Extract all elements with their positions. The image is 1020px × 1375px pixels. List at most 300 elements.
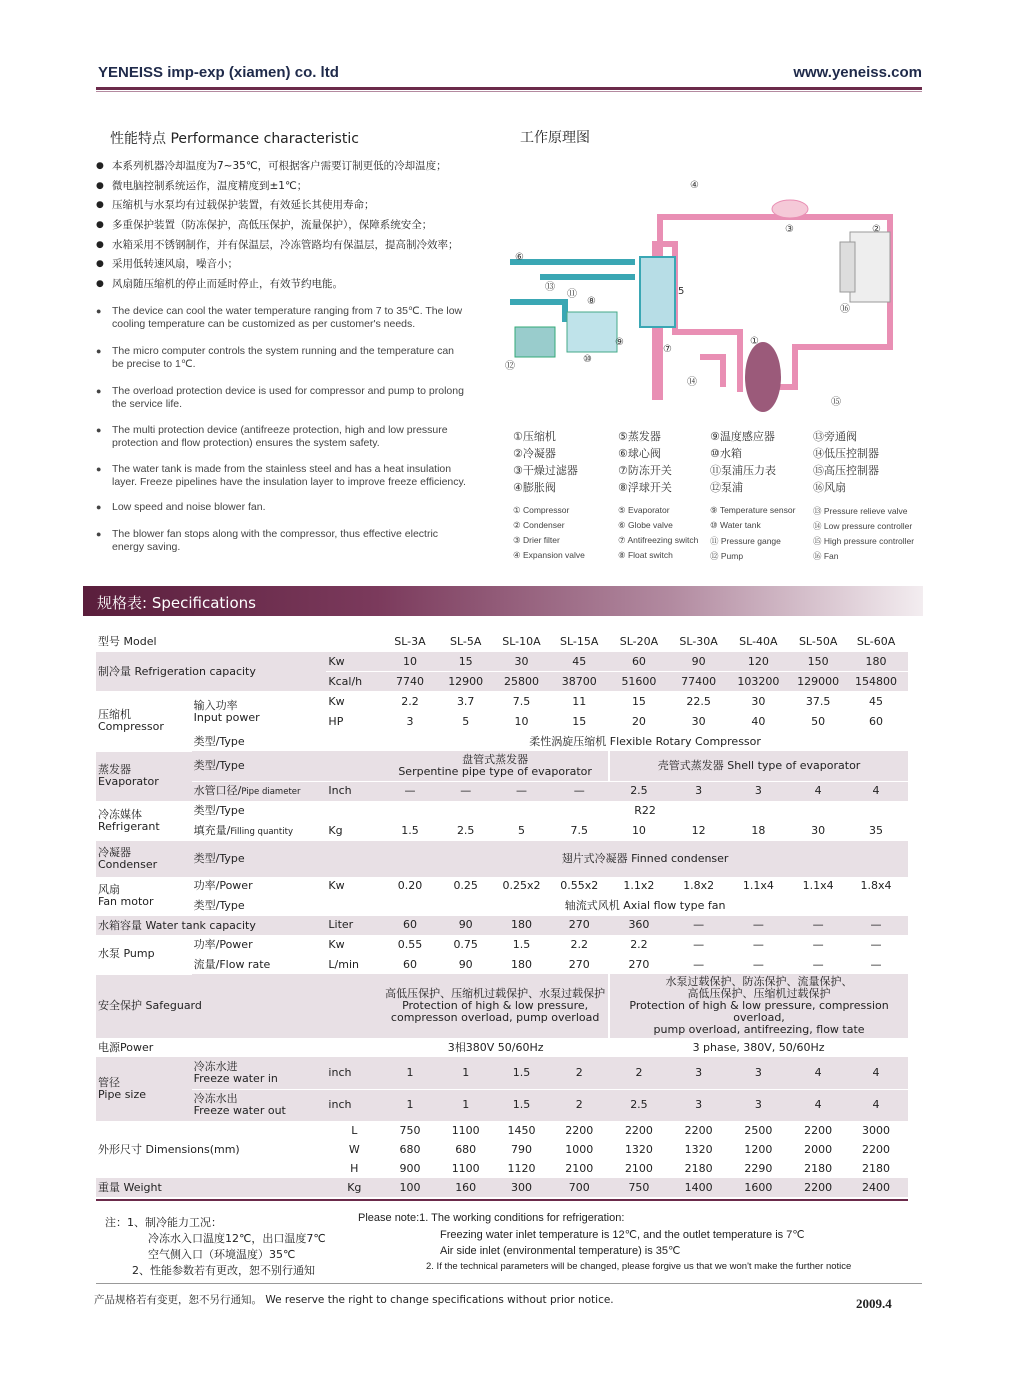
cell: 2 (609, 1057, 669, 1089)
unit: inch (326, 1057, 382, 1089)
legend-item: ② Condenser (513, 520, 565, 530)
legend-item: ⑥ Globe valve (618, 520, 673, 530)
cell: 2290 (744, 1161, 773, 1175)
refrigerant-suction (700, 357, 723, 387)
cell: 160 (438, 1178, 494, 1197)
legend-item: ⑤ Evaporator (618, 505, 670, 515)
cell: 1100 (451, 1123, 480, 1137)
cell: 3 (669, 1089, 729, 1121)
company-name: YENEISS imp-exp (xiamen) co. ltd (98, 64, 339, 81)
row-model (96, 632, 908, 652)
cell: 60 (382, 916, 438, 936)
drier-filter (772, 200, 808, 218)
cell: 2200 (624, 1123, 653, 1137)
note-cn-1: 注：1、制冷能力工况： (105, 1216, 222, 1229)
cell: 35 (869, 824, 884, 837)
row-tank (96, 916, 908, 936)
legend-item: ⑪泵浦压力表 (710, 464, 776, 477)
cell: 900 (399, 1161, 421, 1175)
cell: 2.5 (456, 824, 475, 837)
feature-list-en (96, 305, 468, 554)
cell: 0.25 (438, 877, 494, 897)
feature-item-cn: ● 本系列机器冷却温度为7~35℃，可根据客户需要订制更低的冷却温度； (96, 160, 481, 173)
footer-date: 2009.4 (856, 1296, 892, 1311)
model-cell: SL-5A (438, 632, 494, 652)
cell: 18 (751, 824, 766, 837)
evap-type-b: 壳管式蒸发器 Shell type of evaporator (609, 751, 908, 781)
cell: 30 (669, 712, 729, 732)
cell: 150 (788, 652, 848, 672)
note-cn-3: 空气侧入口（环境温度）35℃ (148, 1248, 296, 1261)
feature-item-en: ● The micro computer controls the system running and the temperature can be precise to 1℃. (96, 345, 468, 371)
unit: Kw (326, 935, 382, 955)
compressor (745, 342, 781, 412)
legend-item: ⑧浮球开关 (618, 481, 672, 494)
cell: 2200 (788, 1178, 848, 1197)
feature-item-en: ● The blower fan stops along with the compressor, thus effective electric energy saving. (96, 528, 468, 554)
water-line-out (510, 302, 565, 322)
cell: 4 (788, 1089, 848, 1121)
cell: 1320 (684, 1142, 713, 1156)
label-10: ⑩ (583, 354, 592, 365)
evaporator (640, 257, 675, 327)
cell: 2 (549, 1089, 609, 1121)
cell: 0.25x2 (494, 877, 550, 897)
power-b: 3 phase, 380V, 50/60Hz (692, 1040, 825, 1054)
legend-item: ⑯风扇 (813, 481, 846, 494)
cell: 680 (399, 1142, 421, 1156)
feature-item-en: ● The water tank is made from the stainless steel and has a heat insulation layer. Freeze pipelines have the insulation layer to improve freeze efficiency. (96, 463, 468, 489)
legend-item: ⑤蒸发器 (618, 430, 661, 443)
cell: 12 (691, 824, 706, 837)
legend-cn (513, 428, 923, 498)
feature-item-en: ● The overload protection device is used for compressor and pump to prolong the service life. (96, 385, 468, 411)
row-refr-type (96, 801, 908, 821)
legend-item: ⑮ High pressure controller (813, 536, 915, 546)
legend-item: ⑯ Fan (813, 551, 839, 561)
refrigerant-label: 冷冻媒体 Refrigerant (96, 801, 192, 841)
label-7: ⑦ (663, 344, 672, 355)
model-cell: SL-60A (848, 632, 904, 652)
cell: 45 (848, 692, 904, 712)
legend-item: ⑮高压控制器 (813, 464, 879, 477)
flow-label: 流量/Flow rate (193, 957, 271, 971)
cell: 4 (848, 781, 904, 801)
cell: 20 (609, 712, 669, 732)
cell: 1.5 (494, 935, 550, 955)
unit: L (351, 1123, 358, 1137)
safeguard-label: 安全保护 Safeguard (96, 974, 382, 1038)
cell: 2200 (862, 1142, 891, 1156)
footer-rule (96, 1283, 922, 1284)
specifications-title: 规格表: Specifications (97, 594, 256, 612)
cell: 7.5 (494, 692, 550, 712)
cell: 15 (609, 692, 669, 712)
cell: 2.2 (382, 692, 438, 712)
type-label: 类型/Type (193, 899, 245, 912)
power-label: 功率/Power (192, 935, 327, 955)
cell: 1000 (565, 1142, 594, 1156)
unit: L/min (328, 957, 359, 971)
cell: 270 (549, 916, 609, 936)
cell: 1.5 (494, 1089, 550, 1121)
label-1: ① (750, 336, 759, 347)
model-cell: SL-20A (609, 632, 669, 652)
feature-item-cn: ● 微电脑控制系统运作，温度精度到±1℃； (96, 180, 481, 193)
cell: 10 (631, 824, 646, 837)
feature-item-cn: ● 多重保护装置（防冻保护，高低压保护，流量保护），保障系统安全； (96, 219, 481, 232)
legend-item: ⑨ Temperature sensor (710, 505, 796, 515)
cell: 1100 (451, 1161, 480, 1175)
cell: 180 (510, 957, 532, 971)
model-label: 型号 Model (96, 632, 382, 652)
cell: — (788, 935, 848, 955)
cell: 22.5 (669, 692, 729, 712)
legend-item: ⑥球心阀 (618, 447, 661, 460)
input-power-label: 输入功率 Input power (192, 692, 327, 732)
cell: 2200 (804, 1123, 833, 1137)
label-9: ⑨ (615, 337, 624, 348)
cell: 2500 (744, 1123, 773, 1137)
cell: 15 (438, 652, 494, 672)
cell: 2180 (684, 1161, 713, 1175)
cell: 3000 (862, 1123, 891, 1137)
cell: — (669, 916, 729, 936)
label-11: ⑪ (567, 289, 577, 300)
row-pump-flow (96, 955, 908, 975)
dimensions-label: 外形尺寸 Dimensions(mm) (98, 1142, 240, 1156)
safeguard-b: 水泵过载保护、防冻保护、流量保护、 高低压保护、压缩机过载保护 Protection of high & low pressure, compression overload, pump overload, antifreezing, flow tate (609, 974, 908, 1038)
cell: 90 (458, 957, 473, 971)
cell: 1.5 (401, 824, 419, 837)
type-label: 类型/Type (192, 751, 327, 781)
unit: W (348, 1142, 360, 1156)
cell: 1320 (624, 1142, 653, 1156)
cell: 10 (382, 652, 438, 672)
pump (515, 327, 555, 357)
cell: 750 (399, 1123, 421, 1137)
safeguard-a: 高低压保护、压缩机过载保护、水泵过载保护 Protection of high & low pressure, compresson overload, pump overload (382, 974, 609, 1038)
legend-item: ⑫ Pump (710, 551, 744, 561)
cell: 2.5 (609, 1089, 669, 1121)
legend-item: ⑭ Low pressure controller (813, 521, 913, 531)
label-15: ⑮ (831, 397, 841, 408)
cell: 0.75 (438, 935, 494, 955)
cell: 1.8x2 (669, 877, 729, 897)
row-pipe-out (96, 1089, 908, 1121)
cell: 1 (438, 1089, 494, 1121)
cell: 4 (788, 781, 848, 801)
legend-item: ⑬ Pressure relieve valve (813, 506, 908, 516)
legend-item: ⑬旁通阀 (813, 430, 857, 443)
cell: — (693, 957, 705, 971)
cell: 2200 (565, 1123, 594, 1137)
legend-item: ⑧ Float switch (618, 550, 673, 560)
label-2: ② (872, 224, 881, 235)
cell: 15 (549, 712, 609, 732)
feature-item-en: ● The device can cool the water temperature ranging from 7 to 35℃. The low cooling temperature can be customized as per customer's needs. (96, 305, 468, 331)
cell: 30 (811, 824, 826, 837)
row-fill (96, 821, 908, 841)
condenser-type: 翅片式冷凝器 Finned condenser (382, 841, 908, 877)
cell: 2 (549, 1057, 609, 1089)
model-cell: SL-15A (549, 632, 609, 652)
cell: 3 (728, 1089, 788, 1121)
fan-type: 轴流式风机 Axial flow type fan (564, 899, 726, 912)
power-label: 电源Power (98, 1040, 154, 1054)
unit: Kw (326, 692, 382, 712)
cell: — (788, 916, 848, 936)
row-condenser (96, 841, 908, 877)
row-fan-power (96, 877, 908, 897)
refrig-label: 制冷量 Refrigeration capacity (96, 652, 326, 692)
type-label: 类型/Type (193, 734, 245, 748)
row-pipe-in (96, 1057, 908, 1089)
cell: 1600 (728, 1178, 788, 1197)
label-6: ⑥ (515, 252, 524, 263)
header-rule-thin (96, 91, 922, 92)
pump-label: 水泵 Pump (96, 935, 192, 974)
legend-item: ③干燥过滤器 (513, 464, 578, 477)
note-en-2: Freezing water inlet temperature is 12℃, and the outlet temperature is 7℃ (440, 1229, 805, 1241)
cell: — (870, 957, 882, 971)
condenser-label: 冷凝器 Condenser (96, 841, 192, 877)
row-evap-type (96, 751, 908, 781)
evap-type-a: 盘管式蒸发器 Serpentine pipe type of evaporator (382, 751, 609, 781)
cell: 2100 (565, 1161, 594, 1175)
cell: 1400 (669, 1178, 729, 1197)
cell: 11 (549, 692, 609, 712)
note-en-1: Please note:1. The working conditions for refrigeration: (358, 1212, 625, 1224)
cell: 4 (848, 1089, 904, 1121)
row-pump-power (96, 935, 908, 955)
cell: 180 (494, 916, 550, 936)
cell: 790 (510, 1142, 532, 1156)
power-label: 功率/Power (192, 877, 327, 897)
cell: 3 (669, 1057, 729, 1089)
cell: — (728, 916, 788, 936)
cell: 45 (549, 652, 609, 672)
cell: — (728, 935, 788, 955)
cell: 154800 (848, 672, 904, 692)
pipe-dia-label: 水管口径/Pipe diameter (192, 781, 327, 801)
unit: Kcal/h (326, 672, 382, 692)
unit: H (350, 1161, 359, 1175)
refrigerant-type: R22 (382, 801, 908, 821)
cell: 300 (494, 1178, 550, 1197)
cell: 1.5 (494, 1057, 550, 1089)
legend-item: ⑩水箱 (710, 447, 742, 460)
cell: 4 (788, 1057, 848, 1089)
cell: 3 (728, 1057, 788, 1089)
legend-item: ⑨温度感应器 (710, 430, 775, 443)
power-a: 3相380V 50/60Hz (447, 1040, 544, 1054)
note-en-4: 2. If the technical parameters will be changed, please forgive us that we won't make the further notice (426, 1261, 852, 1272)
label-13: ⑬ (545, 282, 555, 293)
working-principle-diagram (495, 172, 930, 427)
legend-en (513, 505, 933, 565)
cell: 1450 (507, 1123, 536, 1137)
cell: 2.2 (549, 935, 609, 955)
row-safeguard (96, 974, 908, 1038)
row-power (96, 1038, 908, 1057)
note-en-3: Air side inlet (environmental temperature) is 35℃ (440, 1245, 681, 1257)
unit: Kw (326, 877, 382, 897)
cell: 50 (788, 712, 848, 732)
cell: 0.55 (382, 935, 438, 955)
cell: 7740 (382, 672, 438, 692)
legend-item: ① Compressor (513, 505, 570, 515)
row-comp-kw (96, 692, 908, 712)
feature-list-cn (96, 160, 481, 298)
row-pipe-dia (96, 781, 908, 801)
cell: 3 (669, 781, 729, 801)
cell: 270 (628, 957, 650, 971)
unit: Kg (326, 1178, 382, 1197)
legend-item: ⑩ Water tank (710, 520, 761, 530)
header-rule (96, 87, 922, 90)
note-cn-2: 冷冻水入口温度12℃，出口温度7℃ (148, 1232, 326, 1245)
cell: 700 (549, 1178, 609, 1197)
cell: 2400 (848, 1178, 904, 1197)
cell: 2.2 (609, 935, 669, 955)
row-refrig-kw (96, 652, 908, 672)
cell: 4 (848, 1057, 904, 1089)
unit: Inch (326, 781, 382, 801)
legend-item: ⑭低压控制器 (813, 447, 879, 460)
pipe-out-label: 冷冻水出 Freeze water out (192, 1089, 327, 1121)
cell: 2000 (804, 1142, 833, 1156)
feature-item-cn: ● 采用低转速风扇，噪音小； (96, 258, 481, 271)
cell: — (549, 781, 609, 801)
model-cell: SL-40A (728, 632, 788, 652)
type-label: 类型/Type (192, 841, 327, 877)
legend-item: ⑦ Antifreezing switch (618, 535, 699, 545)
cell: 680 (455, 1142, 477, 1156)
cell: 1.8x4 (848, 877, 904, 897)
row-fan-type (96, 896, 908, 916)
label-8: ⑧ (587, 296, 596, 307)
pipe-size-label: 管径 Pipe size (96, 1057, 192, 1121)
cell: 1.1x4 (728, 877, 788, 897)
pipe-in-label: 冷冻水进 Freeze water in (192, 1057, 327, 1089)
label-12: ⑫ (505, 361, 515, 372)
legend-item: ④膨胀阀 (513, 481, 556, 494)
cell: 1.1x4 (788, 877, 848, 897)
cell: 90 (438, 916, 494, 936)
feature-item-en: ● Low speed and noise blower fan. (96, 501, 468, 514)
cell: — (382, 781, 438, 801)
cell: 750 (609, 1178, 669, 1197)
unit: HP (326, 712, 382, 732)
cell: — (494, 781, 550, 801)
evaporator-label: 蒸发器 Evaporator (96, 751, 192, 801)
cell: 5 (438, 712, 494, 732)
compressor-type: 柔性涡旋压缩机 Flexible Rotary Compressor (529, 734, 761, 748)
legend-item: ③ Drier filter (513, 535, 560, 545)
feature-item-cn: ● 压缩机与水泵均有过载保护装置，有效延长其使用寿命； (96, 199, 481, 212)
cell: 60 (609, 652, 669, 672)
cell: 120 (728, 652, 788, 672)
model-cell: SL-50A (788, 632, 848, 652)
feature-item-en: ● The multi protection device (antifreeze protection, high and low pressure protection and flow protection) ensures the system safety. (96, 424, 468, 450)
unit: Liter (326, 916, 382, 936)
cell: 3 (728, 781, 788, 801)
label-4: ④ (690, 180, 699, 191)
cell: 38700 (549, 672, 609, 692)
legend-item: ⑫泵浦 (710, 481, 743, 494)
specifications-band (83, 586, 923, 616)
legend-item: ④ Expansion valve (513, 550, 585, 560)
model-cell: SL-10A (494, 632, 550, 652)
unit: Kw (326, 652, 382, 672)
fill-label: 填充量/Filling quantity (193, 823, 293, 837)
legend-item: ②冷凝器 (513, 447, 556, 460)
cell: — (848, 935, 904, 955)
cell: 10 (494, 712, 550, 732)
tank-label: 水箱容量 Water tank capacity (96, 916, 326, 936)
feature-item-cn: ● 水箱采用不锈钢制作，并有保温层，冷冻管路均有保温层，提高制冷效率； (96, 239, 481, 252)
type-label: 类型/Type (192, 801, 327, 821)
label-16: ⑯ (840, 304, 850, 315)
legend-item: ①压缩机 (513, 430, 556, 443)
cell: 3.7 (438, 692, 494, 712)
cell: 40 (728, 712, 788, 732)
label-14: ⑭ (687, 377, 697, 388)
cell: 2180 (862, 1161, 891, 1175)
cell: 270 (568, 957, 590, 971)
condenser (850, 232, 890, 302)
cell: 30 (728, 692, 788, 712)
cell: 25800 (494, 672, 550, 692)
cell: 1 (382, 1089, 438, 1121)
cell: 12900 (438, 672, 494, 692)
label-3: ③ (785, 224, 794, 235)
cell: 1 (382, 1057, 438, 1089)
footer-notice: 产品规格若有变更，恕不另行通知。 We reserve the right to change specifications without prior notice. (94, 1294, 614, 1306)
website[interactable]: www.yeneiss.com (793, 64, 922, 81)
cell: 37.5 (788, 692, 848, 712)
cell: 30 (494, 652, 550, 672)
unit: inch (326, 1089, 382, 1121)
cell: — (438, 781, 494, 801)
cell: 2100 (624, 1161, 653, 1175)
cell: 7.5 (570, 824, 588, 837)
cell: 100 (382, 1178, 438, 1197)
note-cn-4: 2、性能参数若有更改，恕不别行通知 (132, 1264, 315, 1277)
specifications-table (96, 632, 908, 1197)
cell: 60 (848, 712, 904, 732)
model-cell: SL-30A (669, 632, 729, 652)
unit: Kg (328, 824, 343, 837)
model-cell: SL-3A (382, 632, 438, 652)
cell: 129000 (788, 672, 848, 692)
cell: 103200 (728, 672, 788, 692)
cell: 5 (517, 824, 525, 837)
weight-label: 重量 Weight (96, 1178, 326, 1197)
cell: — (752, 957, 764, 971)
table-bottom-rule (96, 1199, 908, 1201)
performance-title: 性能特点 Performance characteristic (110, 131, 359, 147)
cell: 77400 (669, 672, 729, 692)
row-comp-type (96, 732, 908, 752)
cell: 51600 (609, 672, 669, 692)
fan-label: 风扇 Fan motor (96, 877, 192, 916)
cell: 90 (669, 652, 729, 672)
cell: 1120 (507, 1161, 536, 1175)
cell: — (812, 957, 824, 971)
cell: 360 (609, 916, 669, 936)
